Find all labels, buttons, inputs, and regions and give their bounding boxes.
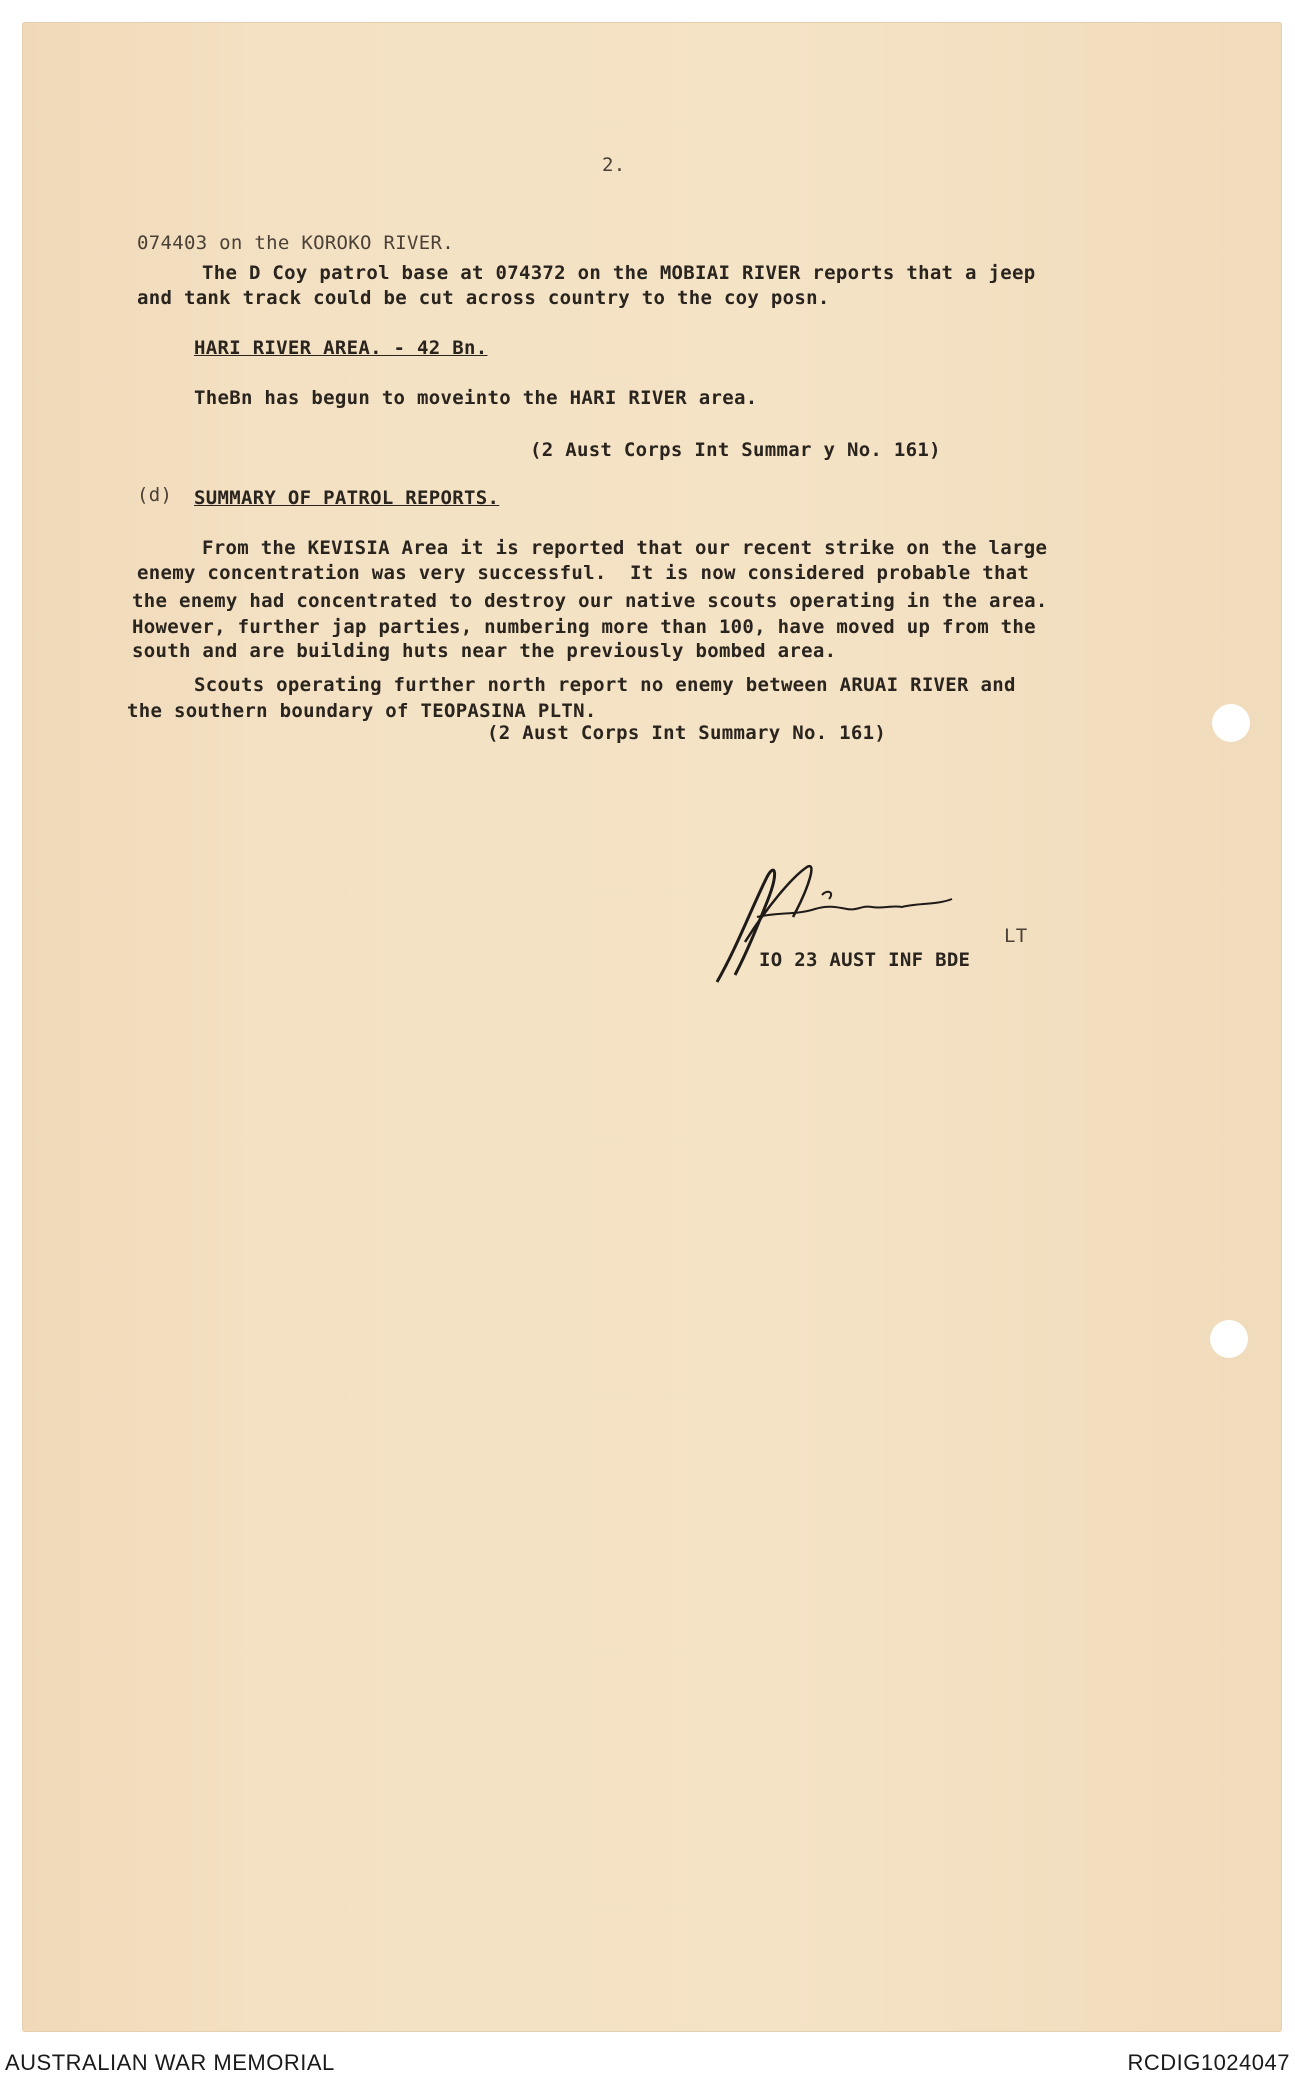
document-page [22, 22, 1282, 2032]
paragraph-line-2: enemy concentration was very successful. It is now considered probable that [137, 562, 1030, 584]
punch-hole-top [1212, 704, 1250, 742]
paragraph-line-1: From the KEVISIA Area it is reported that our recent strike on the large [202, 537, 1048, 559]
signature-rank: LT [1004, 925, 1028, 947]
reference-2: (2 Aust Corps Int Summary No. 161) [487, 722, 887, 744]
paragraph-line-4: However, further jap parties, numbering more than 100, have moved up from the [132, 616, 1036, 638]
reference-1: (2 Aust Corps Int Summar y No. 161) [530, 439, 941, 461]
footer-left: AUSTRALIAN WAR MEMORIAL [5, 2050, 335, 2075]
line-3: and tank track could be cut across country to the coy posn. [137, 287, 830, 309]
paragraph-line-7: the southern boundary of TEOPASINA PLTN. [127, 700, 597, 722]
line-4: TheBn has begun to moveinto the HARI RIVER area. [194, 387, 758, 409]
paragraph-line-6: Scouts operating further north report no enemy between ARUAI RIVER and [194, 674, 1016, 696]
paragraph-line-5: south and are building huts near the previously bombed area. [132, 640, 837, 662]
page-number: 2. [602, 154, 626, 176]
section-d-title: SUMMARY OF PATROL REPORTS. [194, 487, 500, 509]
footer-right: RCDIG1024047 [1127, 2050, 1290, 2075]
heading-hari-river: HARI RIVER AREA. - 42 Bn. [194, 337, 488, 359]
line-2: The D Coy patrol base at 074372 on the MOBIAI RIVER reports that a jeep [202, 262, 1036, 284]
handwritten-signature [697, 847, 1037, 997]
signature-title: IO 23 AUST INF BDE [759, 949, 971, 971]
paragraph-line-3: the enemy had concentrated to destroy our native scouts operating in the area. [132, 590, 1048, 612]
line-1: 074403 on the KOROKO RIVER. [137, 232, 454, 254]
punch-hole-bottom [1210, 1320, 1248, 1358]
section-d-label: (d) [137, 484, 173, 506]
